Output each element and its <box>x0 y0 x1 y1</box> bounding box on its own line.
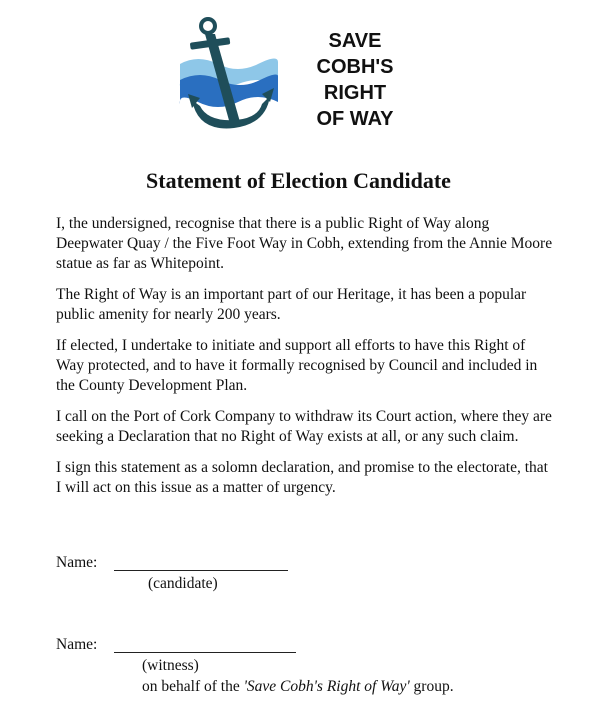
logo-text <box>300 28 410 132</box>
witness-name-line[interactable] <box>114 652 296 653</box>
logo-line: OF WAY <box>316 108 394 130</box>
candidate-name-label: Name: <box>56 554 98 571</box>
logo-line: SAVE <box>328 30 382 52</box>
behalf-suffix: group. <box>409 678 454 695</box>
logo-line: RIGHT <box>323 82 387 104</box>
paragraph: I sign this statement as a solomn declaration, and promise to the electorate, that I will act on this issue as a matter of urgency. <box>56 459 548 496</box>
witness-role-label: (witness) <box>142 657 199 674</box>
logo-line: COBH'S <box>316 56 394 78</box>
anchor-icon <box>178 14 278 140</box>
behalf-group: 'Save Cobh's Right of Way' <box>243 678 410 695</box>
behalf-statement <box>142 677 454 697</box>
statement-body <box>56 214 556 509</box>
candidate-role-label: (candidate) <box>148 575 218 592</box>
paragraph: I, the undersigned, recognise that there is a public Right of Way along Deepwater Quay / the Five Foot Way in Cobh, extending from the Annie Moore statue as far as Whitepoint. <box>56 215 553 272</box>
paragraph: If elected, I undertake to initiate and support all efforts to have this Right of Way protected, and to have it formally recognised by Council and included in the County Development Plan. <box>56 337 538 394</box>
candidate-name-line[interactable] <box>114 570 288 571</box>
document-title: Statement of Election Candidate <box>146 168 451 193</box>
paragraph: The Right of Way is an important part of our Heritage, it has been a popular public amenity for nearly 200 years. <box>56 286 527 323</box>
paragraph: I call on the Port of Cork Company to withdraw its Court action, where they are seeking a Declaration that no Right of Way exists at all, or any such claim. <box>56 408 552 445</box>
behalf-prefix: on behalf of the <box>142 678 244 695</box>
witness-name-label: Name: <box>56 636 98 653</box>
